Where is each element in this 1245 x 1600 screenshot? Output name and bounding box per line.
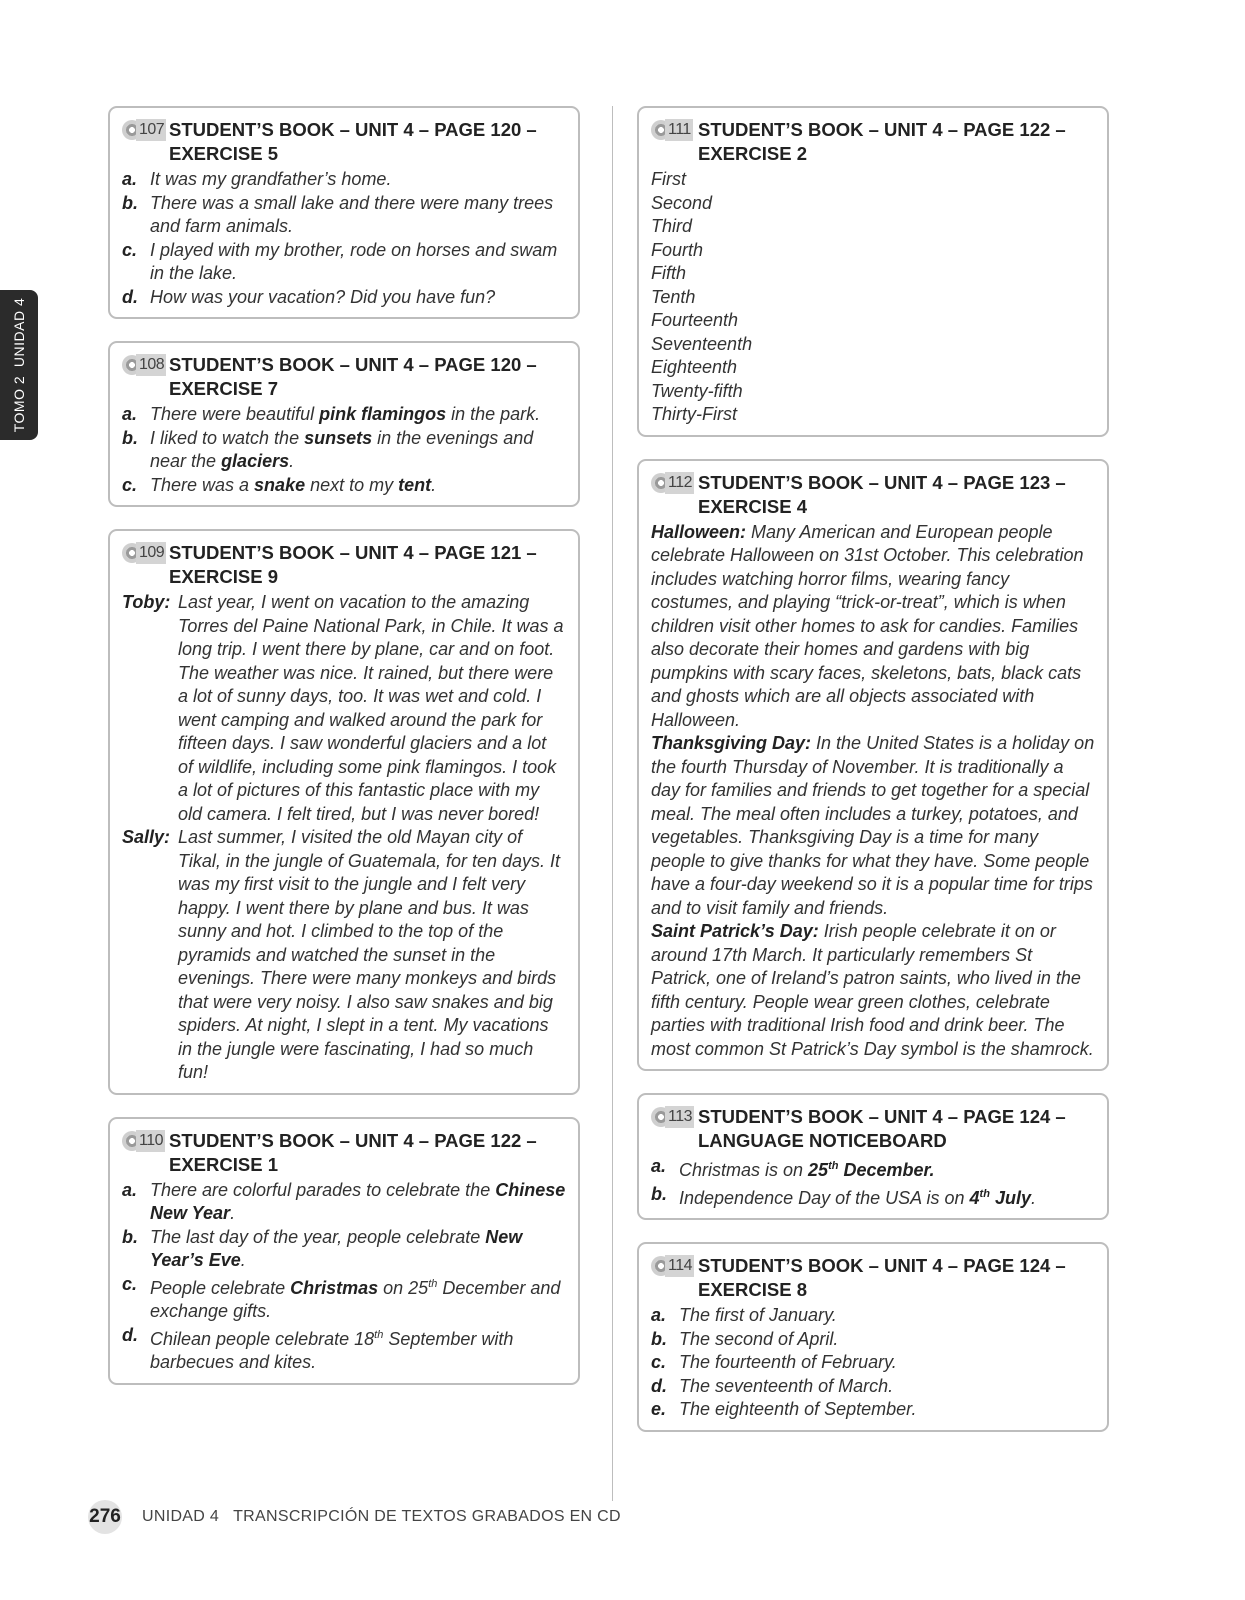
cd-track-icon: 107 [122,118,164,142]
box-title: STUDENT’S BOOK – UNIT 4 – PAGE 122 – EXERCISE 1 [169,1129,537,1175]
track-box-107 [108,106,580,319]
list-line: Third [651,216,693,236]
footer-unit: UNIDAD 4 [142,1508,220,1525]
cd-track-icon: 112 [651,471,693,495]
list-item: a. The first of January. [651,1305,837,1325]
box-title: STUDENT’S BOOK – UNIT 4 – PAGE 122 – EXERCISE 2 [698,119,1066,164]
column-divider [612,106,613,1501]
list-item: c. There was a snake next to my tent. [122,474,437,495]
paragraph: Thanksgiving Day: In the United States is a holiday on the fourth Thursday of November. It is traditionally a day for families and friends to get together for a special meal. The meal often includes a turkey, potatoes, and vegetables. Thanksgiving Day is a time for many people to give thanks for what they have. Some people have a four-day weekend so it is a popular time for trips and to visit family and friends. [651,733,1095,918]
list-item: a. There were beautiful pink flamingos in the park. [122,404,541,424]
list-item: c. I played with my brother, rode on horses and swam in the lake. [122,239,558,283]
cd-track-icon: 111 [651,118,693,142]
list-item: b. The second of April. [651,1328,839,1349]
cd-track-icon: 114 [651,1254,693,1278]
box-title: STUDENT’S BOOK – UNIT 4 – PAGE 124 – EXERCISE 8 [698,1255,1066,1300]
list-line: Fourteenth [651,310,739,330]
list-line: Tenth [651,286,696,307]
list-line: First [651,169,686,189]
track-box-114 [637,1242,1109,1432]
list-line: Twenty-fifth [651,380,743,401]
list-item: b. I liked to watch the sunsets in the evenings and near the glaciers. [122,427,534,471]
list-line: Eighteenth [651,357,738,377]
list-item: b. Independence Day of the USA is on 4th July. [651,1183,1036,1208]
list-item: a. It was my grandfather’s home. [122,169,392,189]
list-item: b. There was a small lake and there were many trees and farm animals. [122,192,554,236]
paragraph: Saint Patrick’s Day: Irish people celebrate it on or around 17th March. It particularly remembers St Patrick, one of Ireland’s patron saints, who lived in the fifth century. People wear green clothes, celebrate parties with traditional Irish food and drink beer. The most common St Patrick’s Day symbol is the shamrock. [651,921,1094,1059]
right-column [637,106,1109,1454]
cd-track-icon: 109 [122,541,164,565]
track-box-109 [108,529,580,1095]
box-title: STUDENT’S BOOK – UNIT 4 – PAGE 124 – LANGUAGE NOTICEBOARD [698,1106,1066,1151]
track-box-113 [637,1093,1109,1220]
list-item: d. Chilean people celebrate 18th September with barbecues and kites. [122,1324,514,1372]
list-line: Fifth [651,263,687,283]
list-item: e. The eighteenth of September. [651,1399,917,1419]
list-line: Fourth [651,239,704,260]
side-tab-label: TOMO 2 UNIDAD 4 [11,297,27,433]
list-line: Seventeenth [651,333,753,354]
box-title: STUDENT’S BOOK – UNIT 4 – PAGE 120 – EXERCISE 5 [169,119,537,164]
track-box-111 [637,106,1109,437]
box-title: STUDENT’S BOOK – UNIT 4 – PAGE 123 – EXERCISE 4 [698,471,1066,517]
dialog-line: Toby: Last year, I went on vacation to the amazing Torres del Paine National Park, in Chile. It was a long trip. I went there by plane, car and on foot. The weather was nice. It rained, but there were a lot of sunny days, too. It was wet and cold. I went camping and walked around the park for fifteen days. I saw wonderful glaciers and a lot of wildlife, including some pink flamingos. I took a lot of pictures of this fantastic place with my old camera. I felt tired, but I was never bored! [122,592,564,824]
list-item: b. The last day of the year, people celebrate New Year’s Eve. [122,1226,523,1270]
footer-title: TRANSCRIPCIÓN DE TEXTOS GRABADOS EN CD [233,1508,621,1525]
left-column [108,106,580,1407]
box-title: STUDENT’S BOOK – UNIT 4 – PAGE 120 – EXERCISE 7 [169,354,537,399]
cd-track-icon: 108 [122,353,164,377]
list-item: c. The fourteenth of February. [651,1352,897,1372]
page-footer [88,1500,621,1534]
box-title: STUDENT’S BOOK – UNIT 4 – PAGE 121 – EXERCISE 9 [169,542,537,587]
track-box-108 [108,341,580,507]
side-tab [0,290,38,440]
page-number: 276 [88,1500,122,1534]
list-item: a. There are colorful parades to celebrate the Chinese New Year. [122,1179,566,1223]
track-box-110 [108,1117,580,1385]
paragraph: Halloween: Many American and European people celebrate Halloween on 31st October. This celebration includes watching horror films, wearing fancy costumes, and playing “trick-or-treat”, which is when children visit other homes to ask for candies. Families also decorate their homes and gardens with big pumpkins with scary faces, skeletons, bats, black cats and ghosts which are all objects associated with Halloween. [651,521,1084,730]
track-box-112 [637,459,1109,1072]
list-line: Thirty-First [651,404,737,424]
list-item: c. People celebrate Christmas on 25th December and exchange gifts. [122,1273,561,1321]
list-item: d. The seventeenth of March. [651,1375,894,1396]
cd-track-icon: 113 [651,1105,693,1129]
list-item: a. Christmas is on 25th December. [651,1156,935,1180]
dialog-line: Sally: Last summer, I visited the old Mayan city of Tikal, in the jungle of Guatemala, for ten days. It was my first visit to the jungle and I felt very happy. I went there by plane and bus. It was sunny and hot. I climbed to the top of the pyramids and watched the sunset in the evenings. There were many monkeys and birds that were very noisy. I also saw snakes and big spiders. At night, I slept in a tent. My vacations in the jungle were fascinating, I had so much fun! [122,827,561,1082]
list-line: Second [651,192,713,213]
cd-track-icon: 110 [122,1129,164,1153]
list-item: d. How was your vacation? Did you have fun? [122,286,496,307]
